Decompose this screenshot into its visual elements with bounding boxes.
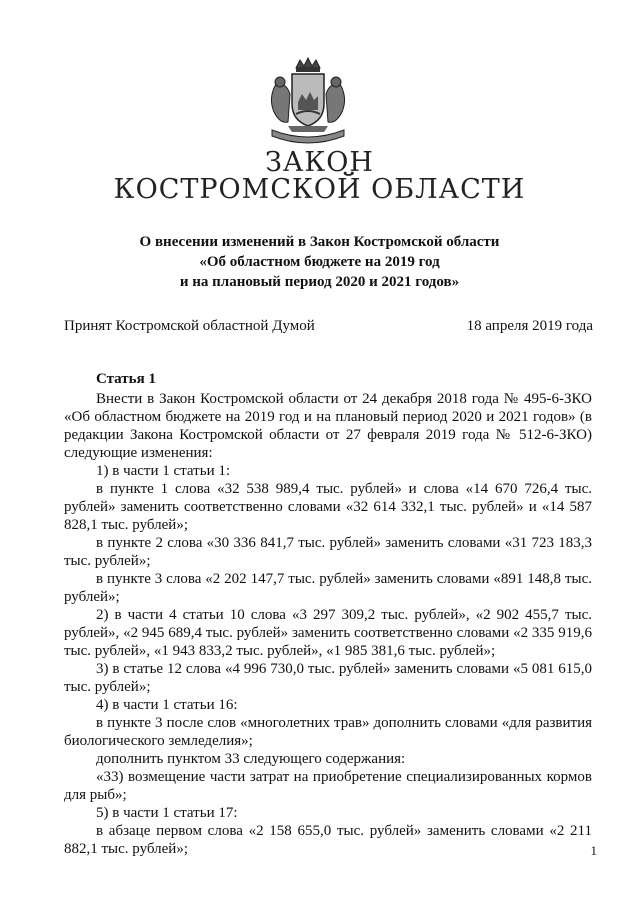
article-paragraph: в пункте 3 после слов «многолетних трав» дополнить словами «для развития биологического земледелия»; [64, 715, 592, 749]
article-paragraph: 4) в части 1 статьи 16: [96, 697, 238, 713]
article-body [64, 370, 592, 858]
article-paragraph: 5) в части 1 статьи 17: [96, 805, 238, 821]
page-number: 1 [590, 843, 597, 858]
article-paragraph: дополнить пунктом 33 следующего содержания: [96, 751, 406, 767]
adopted-by: Принят Костромской областной Думой [64, 318, 315, 334]
article-paragraph: в пункте 3 слова «2 202 147,7 тыс. рублей» заменить словами «891 148,8 тыс. рублей»; [64, 571, 592, 605]
law-subject [0, 232, 639, 292]
article-paragraph: в абзаце первом слова «2 158 655,0 тыс. рублей» заменить словами «2 211 882,1 тыс. рублей»; [64, 823, 592, 857]
article-paragraph: Внести в Закон Костромской области от 24 декабря 2018 года № 495-6-ЗКО «Об областном бюджете на 2019 год и на плановый период 2020 и 2021 годов» (в редакции Закона Костромской области от 27 февраля 2019 года № 512-6-ЗКО) следующие изменения: [64, 391, 592, 461]
article-paragraph: 3) в статье 12 слова «4 996 730,0 тыс. рублей» заменить словами «5 081 615,0 тыс. рублей»; [64, 661, 592, 695]
article-paragraph: «33) возмещение части затрат на приобретение специализированных кормов для рыб»; [64, 769, 592, 803]
coat-of-arms [258, 54, 358, 150]
article-paragraph: в пункте 2 слова «30 336 841,7 тыс. рублей» заменить словами «31 723 183,3 тыс. рублей»; [64, 535, 592, 569]
subject-line-2: «Об областном бюджете на 2019 год [199, 254, 440, 270]
subject-line-3: и на плановый период 2020 и 2021 годов» [179, 274, 460, 290]
article-title: Статья 1 [96, 371, 156, 387]
law-title-line-2: КОСТРОМСКОЙ ОБЛАСТИ [113, 174, 526, 205]
coat-of-arms-icon [258, 54, 358, 150]
article-paragraph: 2) в части 4 статьи 10 слова «3 297 309,2 тыс. рублей», «2 902 455,7 тыс. рублей», «2 945 689,4 тыс. рублей» заменить соответственно словами «2 335 919,6 тыс. рублей», «1 943 833,2 тыс. рублей», «1 985 381,6 тыс. рублей»; [64, 607, 592, 659]
article-paragraph: 1) в части 1 статьи 1: [96, 463, 231, 479]
subject-line-1: О внесении изменений в Закон Костромской области [139, 234, 500, 250]
adopted-date: 18 апреля 2019 года [466, 318, 593, 334]
law-title-line-1: ЗАКОН [265, 147, 374, 178]
article-paragraph: в пункте 1 слова «32 538 989,4 тыс. рублей» и слова «14 670 726,4 тыс. рублей» заменить соответственно словами «32 614 332,1 тыс. рублей» и «14 587 828,1 тыс. рублей»; [64, 481, 592, 533]
